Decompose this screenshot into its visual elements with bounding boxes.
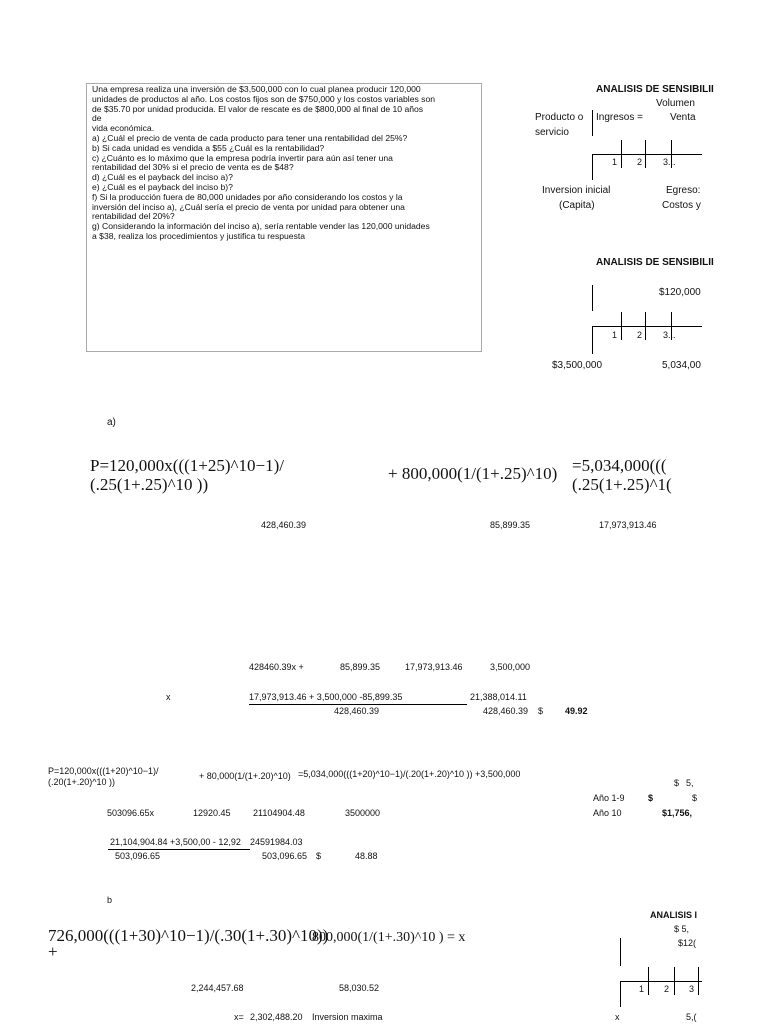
cashflow-tick — [674, 967, 675, 995]
problem-statement — [92, 85, 478, 242]
year-1-9-label: Año 1-9 — [593, 793, 625, 803]
b-term: 2,244,457.68 — [191, 983, 244, 993]
inflow-arrow — [592, 285, 593, 311]
investment-arrow — [592, 326, 593, 354]
max-investment-value: 2,302,488.20 — [250, 1012, 303, 1022]
max-investment-label: Inversion maxima — [312, 1012, 383, 1022]
period-label: 3 — [689, 984, 695, 994]
f-term: 3500000 — [345, 808, 381, 818]
equation-b-line1: 726,000(((1+30)^10−1)/(.30(1+.30)^10)) — [48, 926, 329, 945]
cashflow-axis-left — [592, 154, 593, 180]
inversion-inicial-label: Inversion inicial — [542, 185, 611, 196]
inflow-value: $ 5, — [674, 924, 690, 934]
simplified-term: 428460.39x + — [249, 662, 304, 672]
year-1-9-value: $ — [692, 793, 698, 803]
section-b-label: b — [107, 895, 113, 905]
cashflow-tick — [645, 312, 646, 340]
period-label: 3... — [663, 330, 676, 340]
sensitivity-title: ANALISIS I — [650, 910, 698, 920]
equation-a-salvage: + 800,000(1/(1+.25)^10) — [388, 464, 558, 483]
factor-value: 17,973,913.46 — [599, 520, 657, 530]
fraction-bar — [249, 704, 467, 705]
equation-a-line1: P=120,000x(((1+25)^10−1)/ — [90, 456, 284, 475]
egresos-label: Egreso: — [666, 185, 701, 196]
period-label: 1 — [612, 330, 618, 340]
cashflow-axis — [620, 981, 702, 982]
producto-label: Producto o — [535, 112, 584, 123]
simplified-term: 85,899.35 — [340, 662, 381, 672]
period-label: 3... — [663, 157, 676, 167]
inflow-value: $12( — [678, 938, 697, 948]
problem-line: a $38, realiza los procedimientos y justifica tu respuesta — [92, 230, 306, 241]
period-label: 1 — [612, 157, 618, 167]
inflow-arrow — [620, 938, 621, 966]
problem-line: e) ¿Cuál es el payback del inciso b)? — [92, 181, 233, 192]
problem-line: g) Considerando la información del inciso a), sería rentable vender las 120,000 unidades — [92, 221, 430, 232]
volumen-label: Volumen — [656, 98, 695, 109]
year-10-value: $1,756, — [662, 808, 693, 818]
problem-line: rentabilidad del 20%? — [92, 211, 175, 222]
problem-line: de — [92, 113, 102, 124]
equation-f-right: =5,034,000(((1+20)^10−1)/(.20(1+.20)^10 )) +3,500,000 — [298, 769, 521, 779]
period-label: 2 — [637, 157, 643, 167]
costos-label: Costos y — [662, 200, 701, 211]
divider-line — [592, 110, 593, 136]
f-term: 503096.65x — [107, 808, 155, 818]
cost-value: 5,034,00 — [662, 360, 701, 371]
f-denominator-value: 503,096.65 — [262, 851, 308, 861]
f-term: 21104904.48 — [253, 808, 305, 818]
cashflow-tick — [645, 140, 646, 168]
period-label: 2 — [637, 330, 643, 340]
b-term: 58,030.52 — [339, 983, 380, 993]
equation-b-line2: + — [48, 942, 58, 961]
cashflow-axis — [592, 154, 702, 155]
inflow-value: $120,000 — [659, 287, 701, 298]
cashflow-tick — [621, 312, 622, 340]
sensitivity-title: ANALISIS DE SENSIBILII — [596, 257, 714, 268]
equation-b-salvage: 800,000(1/(1+.30)^10 ) = x — [312, 930, 466, 945]
simplified-term: 3,500,000 — [490, 662, 531, 672]
side-dollar: $ — [674, 778, 680, 788]
section-a-label: a) — [107, 417, 116, 428]
f-price-result: 48.88 — [355, 851, 378, 861]
investment-value: $3,500,000 — [552, 360, 603, 371]
factor-value: 85,899.35 — [490, 520, 531, 530]
equation-f-salvage: + 80,000(1/(1+.20)^10) — [199, 771, 291, 781]
problem-line: vida económica. — [92, 123, 155, 134]
period-label: 2 — [664, 984, 670, 994]
cost-value: 5,( — [686, 1012, 697, 1022]
equation-f-line1: P=120,000x(((1+20)^10−1)/ — [48, 766, 159, 776]
problem-line: d) ¿Cuál es el payback del inciso a)? — [92, 172, 233, 183]
price-result: 49.92 — [565, 706, 588, 716]
fraction-bar — [108, 849, 250, 850]
side-value: 5, — [686, 778, 694, 788]
investment-arrow — [620, 981, 621, 1007]
fraction-denominator: 428,460.39 — [334, 706, 380, 716]
f-fraction-numerator: 21,104,904.84 +3,500,00 - 12,92 — [110, 837, 241, 847]
cashflow-tick — [621, 140, 622, 168]
equation-a-right1: =5,034,000((( — [572, 456, 667, 475]
fraction-numerator: 17,973,913.46 + 3,500,000 -85,899.35 — [249, 692, 403, 702]
year-10-label: Año 10 — [593, 808, 622, 818]
venta-label: Venta — [670, 112, 696, 123]
problem-line: de $35.70 por unidad producida. El valor de rescate es de $800,000 al final de 10 años — [92, 103, 424, 114]
problem-line: rentabilidad del 30% si el precio de venta es de $48? — [92, 162, 294, 173]
problem-line: f) Si la producción fuera de 80,000 unidades por año considerando los costos y la — [92, 191, 403, 202]
problem-line: Una empresa realiza una inversión de $3,500,000 con lo cual planea producir 120,000 — [92, 84, 421, 94]
problem-line: c) ¿Cuánto es lo máximo que la empresa podría invertir para aún así tener una — [92, 152, 393, 163]
problem-line: inversión del inciso a), ¿Cuál sería el precio de venta por unidad para obtener una — [92, 201, 405, 212]
simplified-term: 17,973,913.46 — [405, 662, 463, 672]
ingresos-label: Ingresos = — [596, 112, 643, 123]
cashflow-axis — [592, 326, 702, 327]
x-label: x — [615, 1012, 620, 1022]
x-label: x — [166, 692, 171, 702]
problem-line: a) ¿Cuál el precio de venta de cada producto para tener una rentabilidad del 25%? — [92, 132, 408, 143]
equation-a-line2: (.25(1+.25)^10 )) — [90, 475, 209, 494]
x-label: x= — [234, 1012, 244, 1022]
servicio-label: servicio — [535, 127, 569, 138]
year-1-9-dollar: $ — [648, 793, 654, 803]
period-label: 1 — [639, 984, 645, 994]
problem-line: unidades de productos al año. Los costos fijos son de $750,000 y los costos variables son — [92, 93, 436, 104]
factor-value: 428,460.39 — [261, 520, 307, 530]
problem-line: b) Si cada unidad es vendida a $55 ¿Cuál es la rentabilidad? — [92, 142, 325, 153]
cashflow-tick — [648, 967, 649, 995]
cashflow-tick — [698, 967, 699, 995]
equation-f-line2: (.20(1+.20)^10 )) — [48, 777, 116, 787]
numerator-value: 21,388,014.11 — [470, 692, 527, 702]
f-term: 12920.45 — [193, 808, 231, 818]
dollar-sign: $ — [538, 706, 544, 716]
f-numerator-value: 24591984.03 — [250, 837, 303, 847]
denominator-value: 428,460.39 — [483, 706, 529, 716]
capital-label: (Capita) — [559, 200, 595, 211]
sensitivity-title: ANALISIS DE SENSIBILII — [596, 84, 714, 95]
equation-a-right2: (.25(1+.25)^1( — [572, 475, 672, 494]
f-fraction-denominator: 503,096.65 — [115, 851, 161, 861]
dollar-sign: $ — [316, 851, 322, 861]
